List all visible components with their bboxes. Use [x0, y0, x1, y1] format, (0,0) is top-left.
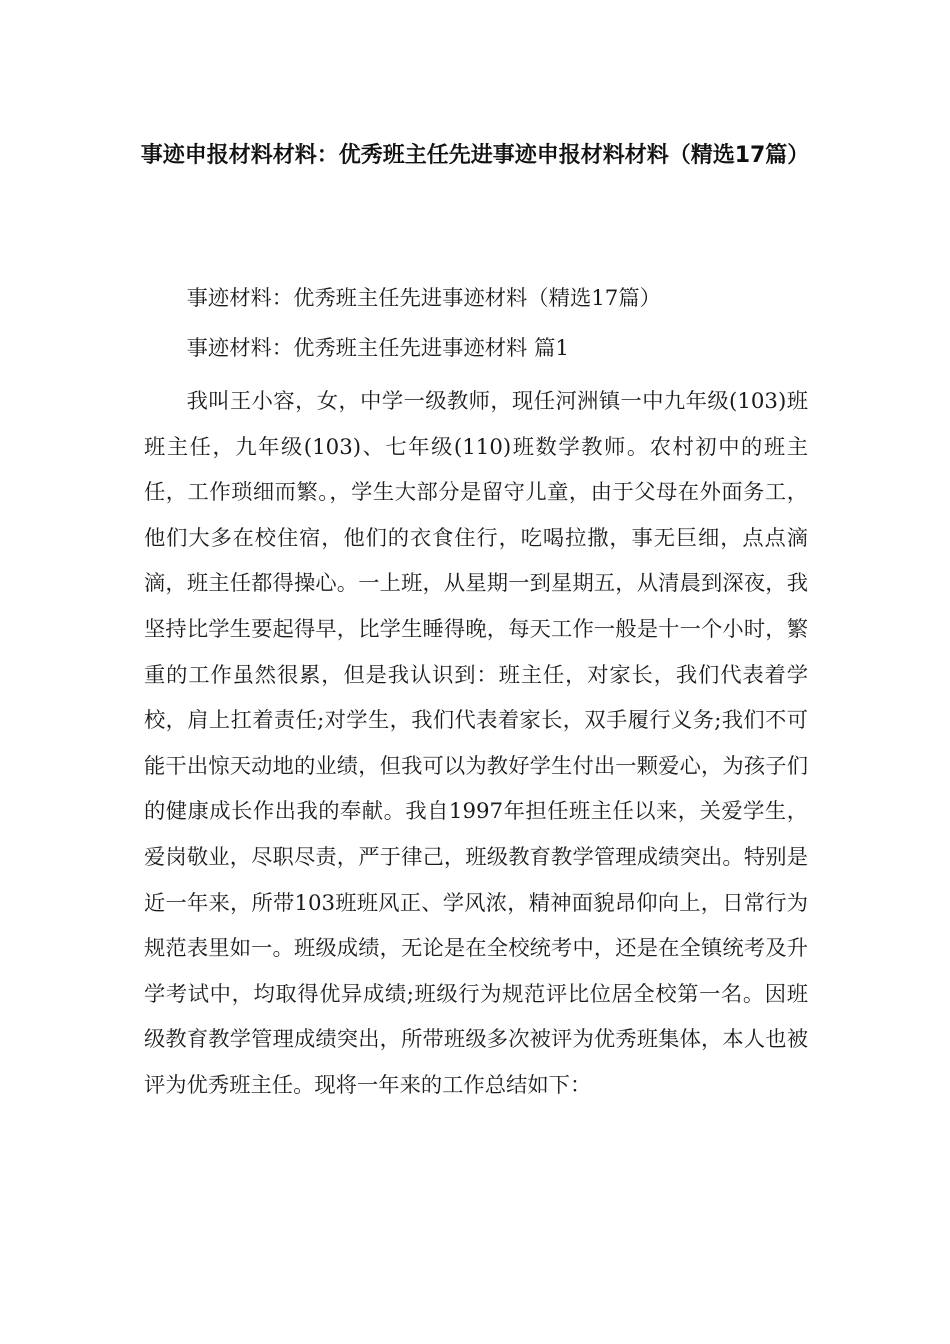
document-title: 事迹申报材料材料：优秀班主任先进事迹申报材料材料（精选17篇） — [140, 143, 810, 168]
body-paragraph: 我叫王小容，女，中学一级教师，现任河洲镇一中九年级(103)班班主任，九年级(103)、七年级(110)班数学教师。农村初中的班主任，工作琐细而繁。，学生大部分是留守儿童，由于父母在外面务工，他们大多在校住宿，他们的衣食住行，吃喝拉撒，事无巨细，点点滴滴，班主任都得操心。一上班，从星期一到星期五，从清晨到深夜，我坚持比学生要起得早，比学生睡得晚，每天工作一般是十一个小时，繁重的工作虽然很累，但是我认识到：班主任，对家长，我们代表着学校，肩上扛着责任;对学生，我们代表着家长，双手履行义务;我们不可能干出惊天动地的业绩，但我可以为教好学生付出一颗爱心，为孩子们的健康成长作出我的奉献。我自1997年担任班主任以来，关爱学生，爱岗敬业，尽职尽责，严于律己，班级教育教学管理成绩突出。特别是近一年来，所带103班班风正、学风浓，精神面貌昂仰向上，日常行为规范表里如一。班级成绩，无论是在全校统考中，还是在全镇统考及升学考试中，均取得优异成绩;班级行为规范评比位居全校第一名。因班级教育教学管理成绩突出，所带班级多次被评为优秀班集体，本人也被评为优秀班主任。现将一年来的工作总结如下： — [144, 389, 808, 1098]
subtitle-line: 事迹材料：优秀班主任先进事迹材料（精选17篇） — [186, 286, 661, 311]
document-body — [144, 276, 808, 1113]
section-heading: 事迹材料：优秀班主任先进事迹材料 篇1 — [186, 335, 569, 361]
